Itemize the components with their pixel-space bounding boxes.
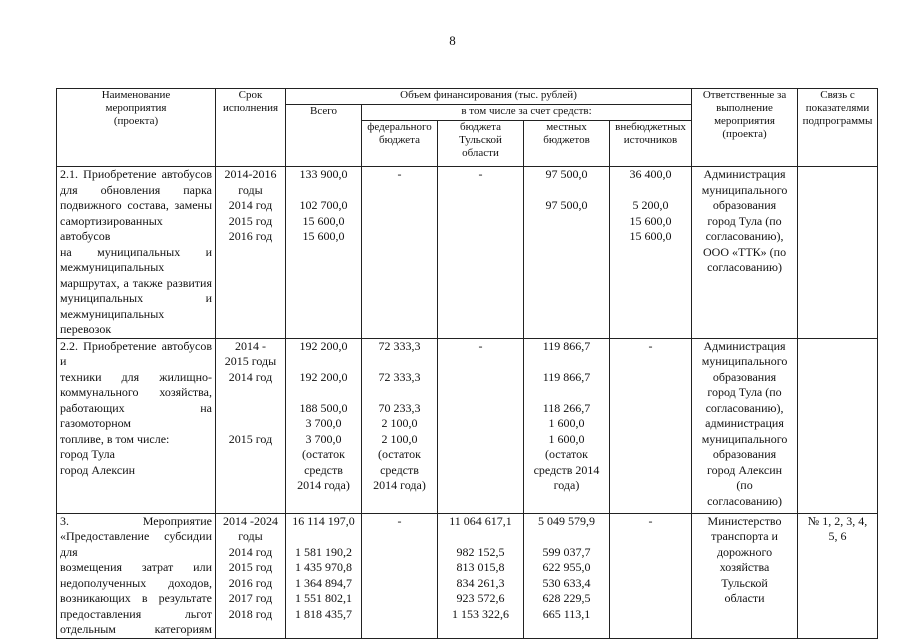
row-link: № 1, 2, 3, 4, 5, 6 [798, 513, 878, 638]
row-term: 2014 - 2015 годы 2014 год 2015 год [216, 338, 286, 513]
row-link [798, 338, 878, 513]
row-responsible: Министерство транспорта и дорожного хозяйства Тульской области [692, 513, 798, 638]
row-term: 2014 -2024 годы 2014 год 2015 год 2016 год 2017 год 2018 год [216, 513, 286, 638]
row-federal: - [362, 167, 438, 339]
row-name: 2.1. Приобретение автобусов для обновления парка подвижного состава, замены самортизированных автобусов на муниципальных и межмуниципальных маршрутах, а также развития муниципальных и межмуниципальных перевозок [57, 167, 216, 339]
header-extra: внебюджетных источников [610, 121, 692, 167]
row-local: 97 500,0 97 500,0 [524, 167, 610, 339]
row-term: 2014-2016 годы 2014 год 2015 год 2016 год [216, 167, 286, 339]
row-region: - [438, 167, 524, 339]
row-extra: - [610, 513, 692, 638]
header-responsible: Ответственные за выполнение мероприятия (проекта) [692, 89, 798, 167]
row-region: - [438, 338, 524, 513]
header-term: Срок исполнения [216, 89, 286, 167]
row-federal: 72 333,3 72 333,3 70 233,3 2 100,0 2 100,0 (остаток средств 2014 года) [362, 338, 438, 513]
row-total: 133 900,0 102 700,0 15 600,0 15 600,0 [286, 167, 362, 339]
row-total: 16 114 197,0 1 581 190,2 1 435 970,8 1 364 894,7 1 551 802,1 1 818 435,7 [286, 513, 362, 638]
row-responsible: Администрация муниципального образования город Тула (по согласованию), администрация муниципального образования город Алексин (по согласованию) [692, 338, 798, 513]
row-name: 3. Мероприятие «Предоставление субсидии для возмещения затрат или недополученных доходов, возникающих в результате предоставления льгот отдельным категориям [57, 513, 216, 638]
header-region: бюджета Тульской области [438, 121, 524, 167]
row-region: 11 064 617,1 982 152,5 813 015,8 834 261,3 923 572,6 1 153 322,6 [438, 513, 524, 638]
header-funding: Объем финансирования (тыс. рублей) [286, 89, 692, 105]
table-row [57, 167, 878, 339]
header-total: Всего [286, 105, 362, 167]
row-link [798, 167, 878, 339]
header-name: Наименование мероприятия (проекта) [57, 89, 216, 167]
header-incl: в том числе за счет средств: [362, 105, 692, 121]
row-extra: 36 400,0 5 200,0 15 600,0 15 600,0 [610, 167, 692, 339]
header-link: Связь с показателями подпрограммы [798, 89, 878, 167]
table-row [57, 338, 878, 513]
row-federal: - [362, 513, 438, 638]
row-extra: - [610, 338, 692, 513]
page-number: 8 [449, 33, 456, 48]
header-local: местных бюджетов [524, 121, 610, 167]
financing-table [56, 88, 878, 639]
table-row [57, 513, 878, 638]
row-local: 5 049 579,9 599 037,7 622 955,0 530 633,4 628 229,5 665 113,1 [524, 513, 610, 638]
header-federal: федерального бюджета [362, 121, 438, 167]
row-responsible: Администрация муниципального образования город Тула (по согласованию), ООО «ТТК» (по согласованию) [692, 167, 798, 339]
row-name: 2.2. Приобретение автобусов и техники для жилищно- коммунального хозяйства, работающих на газомоторном топливе, в том числе: город Тула город Алексин [57, 338, 216, 513]
row-total: 192 200,0 192 200,0 188 500,0 3 700,0 3 700,0 (остаток средств 2014 года) [286, 338, 362, 513]
row-local: 119 866,7 119 866,7 118 266,7 1 600,0 1 600,0 (остаток средств 2014 года) [524, 338, 610, 513]
